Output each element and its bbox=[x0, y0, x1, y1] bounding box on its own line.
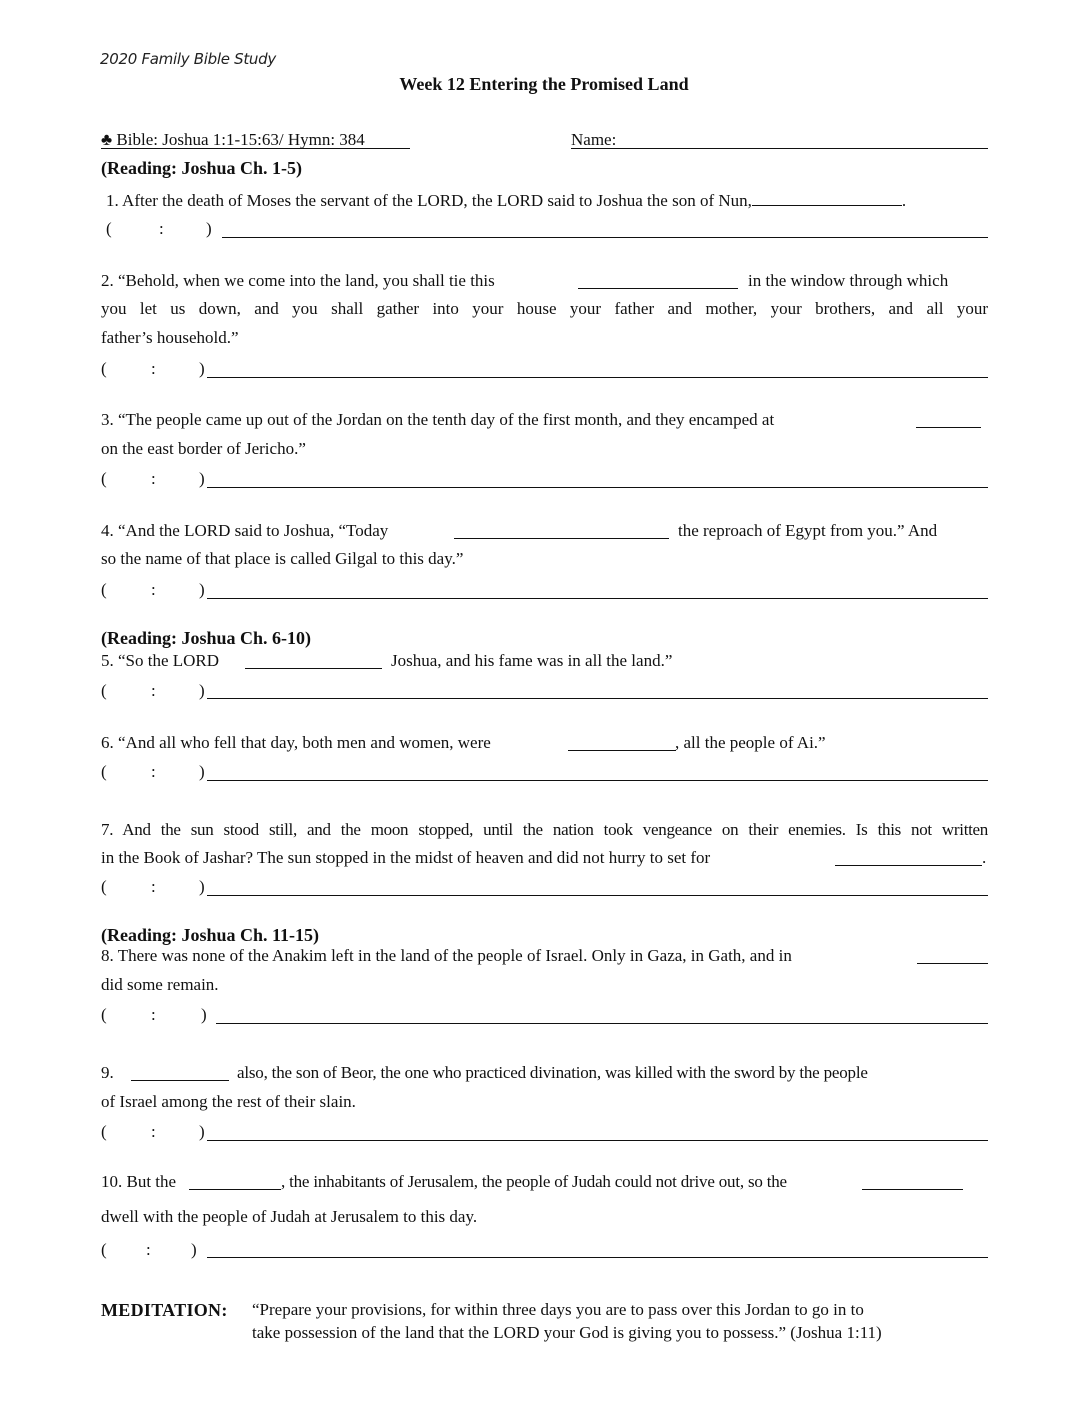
meditation-label: MEDITATION: bbox=[101, 1300, 228, 1320]
answer-blank[interactable] bbox=[189, 1180, 281, 1190]
ref-close: ) bbox=[199, 469, 205, 488]
study-label: 2020 Family Bible Study bbox=[100, 50, 276, 68]
question-text: the reproach of Egypt from you.” And bbox=[678, 521, 938, 540]
ref-open: ( bbox=[101, 1122, 107, 1141]
meditation-text: take possession of the land that the LORD your God is giving you to possess.” (Joshua 1:11) bbox=[252, 1323, 882, 1342]
ref-colon: : bbox=[146, 1240, 151, 1259]
question-8: 8. There was none of the Anakim left in the land of the people of Israel. Only in Gaza, in Gath, and in bbox=[101, 946, 792, 965]
answer-blank[interactable] bbox=[835, 856, 982, 866]
question-text: father’s household.” bbox=[101, 328, 239, 347]
verse-answer-line[interactable] bbox=[207, 780, 988, 781]
question-1 bbox=[106, 190, 906, 211]
verse-answer-line[interactable] bbox=[216, 1023, 988, 1024]
question-9: also, the son of Beor, the one who practiced divination, was killed with the sword by the people bbox=[237, 1063, 868, 1082]
ref-close: ) bbox=[199, 762, 205, 781]
ref-open: ( bbox=[101, 877, 107, 896]
question-text: dwell with the people of Judah at Jerusalem to this day. bbox=[101, 1207, 478, 1226]
ref-close: ) bbox=[199, 359, 205, 378]
question-text: Joshua, and his fame was in all the land.” bbox=[391, 651, 673, 670]
ref-close: ) bbox=[201, 1005, 207, 1024]
ref-open: ( bbox=[101, 469, 107, 488]
verse-answer-line[interactable] bbox=[207, 377, 988, 378]
ref-colon: : bbox=[151, 681, 156, 700]
question-9-number: 9. bbox=[101, 1063, 114, 1082]
ref-colon: : bbox=[151, 877, 156, 896]
question-5: 5. “So the LORD bbox=[101, 651, 220, 670]
answer-blank[interactable] bbox=[131, 1071, 229, 1081]
question-4: 4. “And the LORD said to Joshua, “Today bbox=[101, 521, 389, 540]
ref-open: ( bbox=[106, 219, 112, 238]
answer-blank[interactable] bbox=[752, 190, 902, 206]
question-6: 6. “And all who fell that day, both men and women, were bbox=[101, 733, 491, 752]
question-text: , the inhabitants of Jerusalem, the people of Judah could not drive out, so the bbox=[281, 1172, 787, 1191]
page-title: Week 12 Entering the Promised Land bbox=[399, 74, 689, 94]
question-text: , all the people of Ai.” bbox=[675, 733, 826, 752]
verse-answer-line[interactable] bbox=[207, 1140, 988, 1141]
ref-colon: : bbox=[151, 762, 156, 781]
name-field[interactable] bbox=[571, 148, 988, 149]
verse-answer-line[interactable] bbox=[207, 487, 988, 488]
bible-reference: ♣ Bible: Joshua 1:1-15:63/ Hymn: 384 bbox=[101, 130, 365, 149]
ref-close: ) bbox=[199, 681, 205, 700]
question-text: did some remain. bbox=[101, 975, 219, 994]
question-text: so the name of that place is called Gilgal to this day.” bbox=[101, 549, 464, 568]
verse-answer-line[interactable] bbox=[207, 895, 988, 896]
ref-close: ) bbox=[199, 580, 205, 599]
answer-blank[interactable] bbox=[454, 529, 669, 539]
ref-open: ( bbox=[101, 762, 107, 781]
ref-open: ( bbox=[101, 681, 107, 700]
ref-close: ) bbox=[206, 219, 212, 238]
section-heading: (Reading: Joshua Ch. 1-5) bbox=[101, 158, 303, 178]
answer-blank[interactable] bbox=[568, 741, 676, 751]
answer-blank[interactable] bbox=[578, 279, 738, 289]
verse-answer-line[interactable] bbox=[207, 1257, 988, 1258]
question-text: in the Book of Jashar? The sun stopped in the midst of heaven and did not hurry to set for bbox=[101, 848, 711, 867]
question-2 bbox=[101, 271, 495, 291]
question-7: 7. And the sun stood still, and the moon stopped, until the nation took vengeance on their enemies. Is this not written bbox=[101, 820, 988, 839]
verse-answer-line[interactable] bbox=[207, 598, 988, 599]
ref-close: ) bbox=[199, 1122, 205, 1141]
question-text: of Israel among the rest of their slain. bbox=[101, 1092, 356, 1111]
meditation-text: “Prepare your provisions, for within three days you are to pass over this Jordan to go in to bbox=[252, 1300, 864, 1319]
ref-colon: : bbox=[151, 359, 156, 378]
answer-blank[interactable] bbox=[917, 954, 988, 964]
question-text: 1. After the death of Moses the servant of the LORD, the LORD said to Joshua the son of Nun, bbox=[106, 191, 752, 210]
question-text: . bbox=[901, 191, 907, 210]
ref-close: ) bbox=[191, 1240, 197, 1259]
verse-answer-line[interactable] bbox=[222, 237, 988, 238]
question-text: on the east border of Jericho.” bbox=[101, 439, 306, 458]
ref-colon: : bbox=[151, 580, 156, 599]
section-heading: (Reading: Joshua Ch. 11-15) bbox=[101, 925, 320, 945]
ref-colon: : bbox=[159, 219, 164, 238]
name-label: Name: bbox=[571, 130, 617, 149]
answer-blank[interactable] bbox=[916, 418, 981, 428]
ref-open: ( bbox=[101, 1240, 107, 1259]
ref-colon: : bbox=[151, 469, 156, 488]
ref-close: ) bbox=[199, 877, 205, 896]
bible-underline bbox=[101, 148, 410, 149]
question-10: 10. But the bbox=[101, 1172, 177, 1191]
question-text: in the window through which bbox=[748, 271, 949, 290]
ref-colon: : bbox=[151, 1005, 156, 1024]
question-text: . bbox=[982, 848, 987, 867]
section-heading: (Reading: Joshua Ch. 6-10) bbox=[101, 628, 312, 648]
ref-open: ( bbox=[101, 580, 107, 599]
ref-open: ( bbox=[101, 1005, 107, 1024]
question-text: 2. “Behold, when we come into the land, you shall tie this bbox=[101, 271, 495, 290]
answer-blank[interactable] bbox=[862, 1180, 963, 1190]
ref-colon: : bbox=[151, 1122, 156, 1141]
ref-open: ( bbox=[101, 359, 107, 378]
question-3: 3. “The people came up out of the Jordan on the tenth day of the first month, and they encamped at bbox=[101, 410, 775, 429]
verse-answer-line[interactable] bbox=[207, 698, 988, 699]
answer-blank[interactable] bbox=[245, 659, 382, 669]
question-text: you let us down, and you shall gather into your house your father and mother, your brothers, and all your bbox=[101, 299, 988, 318]
